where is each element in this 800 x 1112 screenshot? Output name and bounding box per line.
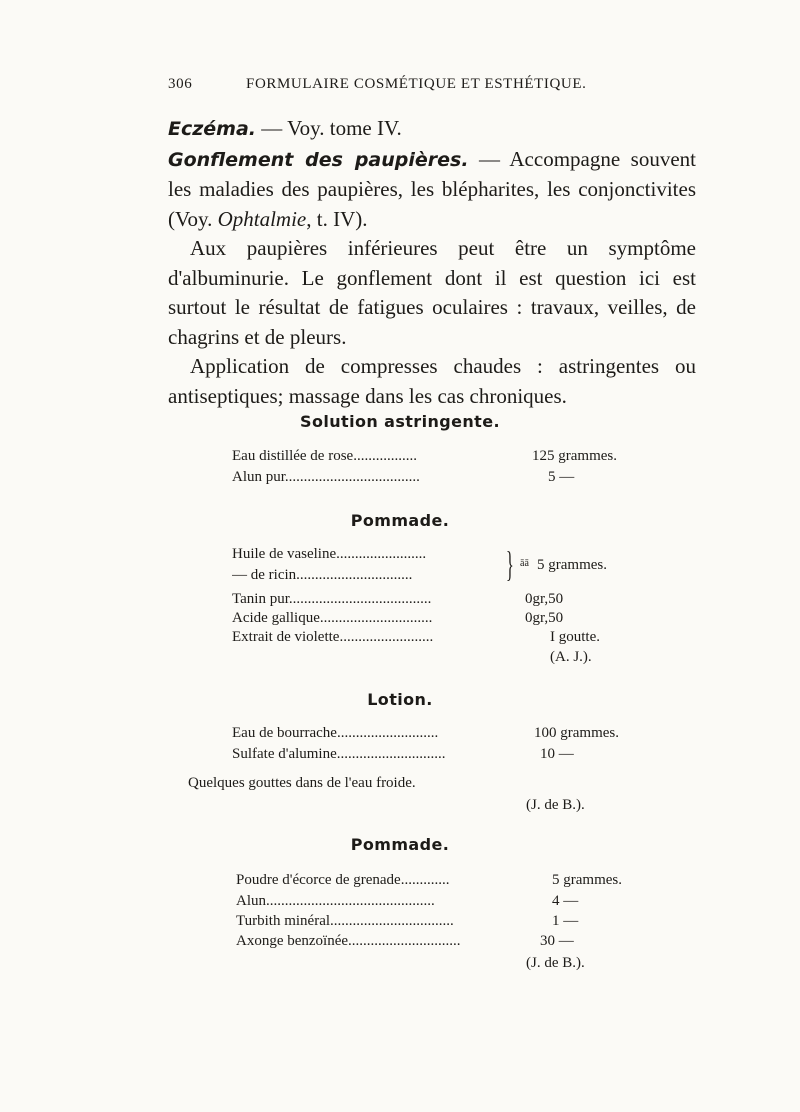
ingredient-quantity: I goutte.	[550, 629, 600, 645]
ingredient-name: Turbith minéral.................................	[236, 913, 454, 929]
ingredient-quantity: 0gr,50	[525, 591, 564, 607]
ingredient-name: Sulfate d'alumine.............................	[232, 746, 446, 762]
gonflement-text-1: — Accompagne souvent les maladies des paupières, les blépharites, les conjonctivites (Voy.	[168, 146, 696, 231]
recipe-title: Pommade.	[350, 835, 450, 854]
usage-note: Quelques gouttes dans de l'eau froide.	[188, 775, 416, 791]
ingredient-quantity: 5 —	[548, 469, 575, 485]
ingredient-name: Alun pur....................................	[232, 469, 420, 485]
running-title: FORMULAIRE COSMÉTIQUE ET ESTHÉTIQUE.	[246, 76, 587, 92]
gonflement-heading: Gonflement des paupières.	[168, 148, 469, 171]
ingredient-quantity: 100 grammes.	[534, 725, 619, 741]
ingredient-quantity: 1 —	[552, 913, 579, 929]
ingredient-name: Huile de vaseline........................	[232, 546, 427, 562]
recipe-source: (J. de B.).	[526, 797, 585, 813]
eczema-heading: Eczéma.	[168, 118, 257, 140]
gonflement-entry	[168, 145, 696, 235]
recipe-title: Lotion.	[367, 690, 433, 709]
ingredient-name: Extrait de violette.........................	[232, 629, 434, 645]
ingredient-quantity: 5 grammes.	[537, 557, 607, 573]
ingredient-quantity: 5 grammes.	[552, 872, 622, 888]
ingredient-name: Tanin pur......................................	[232, 591, 432, 607]
page-number: 306	[168, 76, 193, 92]
ingredient-quantity: 30 —	[540, 933, 574, 949]
paragraph-treatment: Application de compresses chaudes : astringentes ou antiseptiques; massage dans les cas chroniques.	[168, 354, 696, 408]
recipe-source: (J. de B.).	[526, 955, 585, 971]
ana-abbreviation: āā	[520, 558, 529, 569]
paragraph-causes: Aux paupières inférieures peut être un symptôme d'albuminurie. Le gonflement dont il est question ici est surtout le résultat de fatigues oculaires : travaux, veilles, de chagrins et de pleurs.	[168, 236, 696, 349]
recipe-title: Pommade.	[350, 511, 450, 530]
recipe-title: Solution astringente.	[300, 412, 500, 431]
ingredient-name: — de ricin...............................	[232, 567, 413, 583]
ingredient-name: Eau de bourrache...........................	[232, 725, 439, 741]
body-text	[168, 114, 696, 411]
grouping-brace: }	[506, 544, 514, 584]
ingredient-name: Alun.............................................	[236, 893, 435, 909]
eczema-entry	[168, 114, 696, 145]
recipe-source: (A. J.).	[550, 649, 592, 665]
ingredient-name: Poudre d'écorce de grenade.............	[236, 872, 450, 888]
eczema-reference: — Voy. tome IV.	[256, 116, 402, 140]
ingredient-quantity: 0gr,50	[525, 610, 564, 626]
gonflement-text-2: , t. IV).	[306, 206, 368, 231]
ingredient-quantity: 4 —	[552, 893, 579, 909]
ingredient-quantity: 10 —	[540, 746, 574, 762]
ingredient-name: Acide gallique..............................	[232, 610, 433, 626]
ingredient-quantity: 125 grammes.	[532, 448, 617, 464]
gonflement-italic-ref: Ophtalmie	[217, 206, 307, 231]
ingredient-name: Axonge benzoïnée..............................	[236, 933, 461, 949]
ingredient-name: Eau distillée de rose.................	[232, 448, 417, 464]
